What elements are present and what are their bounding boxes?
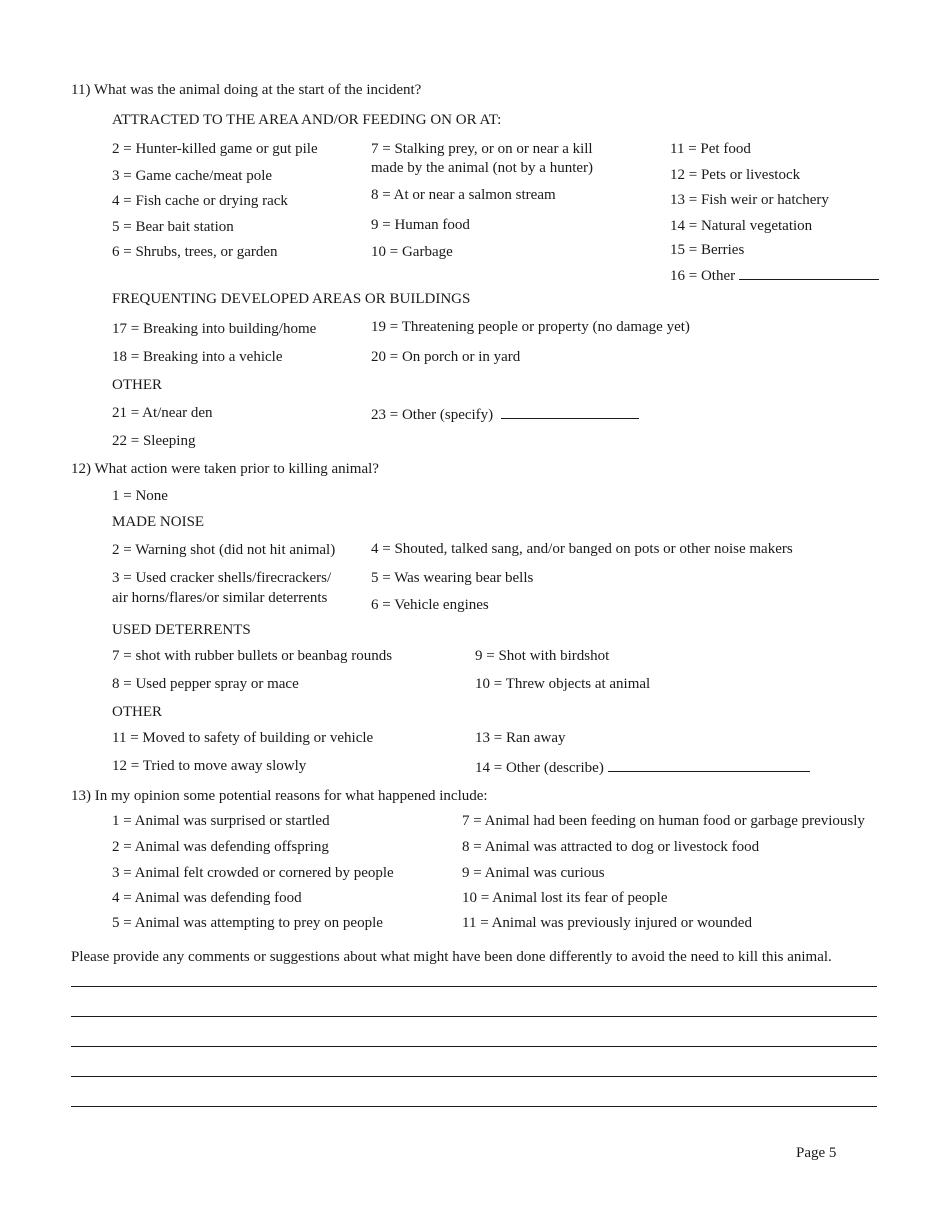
q11-option-23 xyxy=(371,404,639,426)
q11-question: 11) What was the animal doing at the start of the incident? xyxy=(71,82,422,98)
q11-section-developed: FREQUENTING DEVELOPED AREAS OR BUILDINGS xyxy=(112,291,471,307)
q12-option-13: 13 = Ran away xyxy=(475,730,566,746)
q12-section-deterrents: USED DETERRENTS xyxy=(112,622,251,638)
q12-option-7: 7 = shot with rubber bullets or beanbag rounds xyxy=(112,648,393,664)
page-number: Page 5 xyxy=(796,1145,837,1161)
q13-option-1: 1 = Animal was surprised or startled xyxy=(112,813,330,829)
q11-other-blank[interactable] xyxy=(739,265,879,280)
q11-option-22: 22 = Sleeping xyxy=(112,433,196,449)
q11-option-8: 8 = At or near a salmon stream xyxy=(371,187,556,203)
q12-option-3-line2: air horns/flares/or similar deterrents xyxy=(112,590,328,606)
q13-question: 13) In my opinion some potential reasons for what happened include: xyxy=(71,788,488,804)
q11-option-17: 17 = Breaking into building/home xyxy=(112,321,317,337)
comment-line[interactable] xyxy=(71,1076,877,1077)
q12-option-10: 10 = Threw objects at animal xyxy=(475,676,651,692)
q11-option-11: 11 = Pet food xyxy=(670,141,751,157)
q13-option-7: 7 = Animal had been feeding on human food or garbage previously xyxy=(462,813,865,829)
q13-option-10: 10 = Animal lost its fear of people xyxy=(462,890,668,906)
q11-option-12: 12 = Pets or livestock xyxy=(670,167,801,183)
q12-option-14 xyxy=(475,757,810,779)
q11-section-other: OTHER xyxy=(112,377,162,393)
q11-option-7-line2: made by the animal (not by a hunter) xyxy=(371,160,594,176)
q12-option-4: 4 = Shouted, talked sang, and/or banged on pots or other noise makers xyxy=(371,541,793,557)
q12-option-8: 8 = Used pepper spray or mace xyxy=(112,676,299,692)
q11-option-21: 21 = At/near den xyxy=(112,405,213,421)
q12-option-12: 12 = Tried to move away slowly xyxy=(112,758,307,774)
q12-option-2: 2 = Warning shot (did not hit animal) xyxy=(112,542,336,558)
q12-option-11: 11 = Moved to safety of building or vehicle xyxy=(112,730,374,746)
comment-line[interactable] xyxy=(71,1016,877,1017)
comment-line[interactable] xyxy=(71,986,877,987)
q11-option-6: 6 = Shrubs, trees, or garden xyxy=(112,244,278,260)
comment-line[interactable] xyxy=(71,1106,877,1107)
q11-option-7-line1: 7 = Stalking prey, or on or near a kill xyxy=(371,141,593,157)
q11-option-13: 13 = Fish weir or hatchery xyxy=(670,192,829,208)
q11-specify-blank[interactable] xyxy=(501,404,639,419)
q12-option-6: 6 = Vehicle engines xyxy=(371,597,489,613)
q11-option-3: 3 = Game cache/meat pole xyxy=(112,168,273,184)
q13-option-11: 11 = Animal was previously injured or wounded xyxy=(462,915,752,931)
q11-option-18: 18 = Breaking into a vehicle xyxy=(112,349,283,365)
q12-option-5: 5 = Was wearing bear bells xyxy=(371,570,534,586)
q11-option-5: 5 = Bear bait station xyxy=(112,219,234,235)
q11-option-9: 9 = Human food xyxy=(371,217,470,233)
q12-section-noise: MADE NOISE xyxy=(112,514,205,530)
q11-option-23-label: 23 = Other (specify) xyxy=(371,407,494,423)
q13-option-9: 9 = Animal was curious xyxy=(462,865,605,881)
q12-option-1: 1 = None xyxy=(112,488,168,504)
q11-option-15: 15 = Berries xyxy=(670,242,745,258)
q11-option-4: 4 = Fish cache or drying rack xyxy=(112,193,288,209)
q13-option-8: 8 = Animal was attracted to dog or livestock food xyxy=(462,839,760,855)
q12-section-other: OTHER xyxy=(112,704,162,720)
comments-prompt: Please provide any comments or suggestions about what might have been done differently to avoid the need to kill this animal. xyxy=(71,949,832,965)
q12-option-14-label: 14 = Other (describe) xyxy=(475,760,604,776)
q11-section-attracted: ATTRACTED TO THE AREA AND/OR FEEDING ON OR AT: xyxy=(112,112,502,128)
q13-option-4: 4 = Animal was defending food xyxy=(112,890,302,906)
q11-option-16-label: 16 = Other xyxy=(670,268,736,284)
q11-option-14: 14 = Natural vegetation xyxy=(670,218,813,234)
q13-option-2: 2 = Animal was defending offspring xyxy=(112,839,329,855)
comment-line[interactable] xyxy=(71,1046,877,1047)
q13-option-3: 3 = Animal felt crowded or cornered by people xyxy=(112,865,394,881)
q12-describe-blank[interactable] xyxy=(608,757,810,772)
q11-option-19: 19 = Threatening people or property (no damage yet) xyxy=(371,319,690,335)
q11-option-20: 20 = On porch or in yard xyxy=(371,349,521,365)
q13-option-5: 5 = Animal was attempting to prey on people xyxy=(112,915,383,931)
q11-option-10: 10 = Garbage xyxy=(371,244,453,260)
q11-option-16 xyxy=(670,265,879,287)
q11-option-2: 2 = Hunter-killed game or gut pile xyxy=(112,141,318,157)
q12-question: 12) What action were taken prior to killing animal? xyxy=(71,461,379,477)
q12-option-9: 9 = Shot with birdshot xyxy=(475,648,610,664)
q12-option-3-line1: 3 = Used cracker shells/firecrackers/ xyxy=(112,570,332,586)
